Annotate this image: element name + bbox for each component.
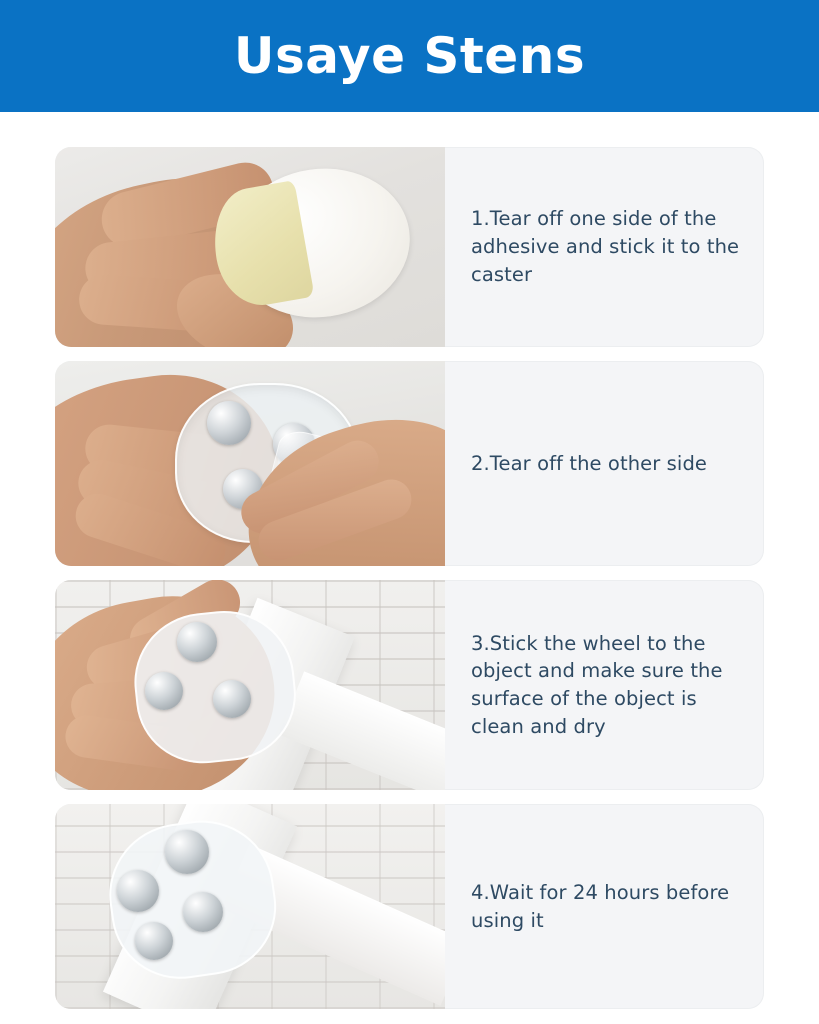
roller-ball-shape xyxy=(135,922,173,960)
step-image-4 xyxy=(55,804,445,1009)
roller-ball-shape xyxy=(207,401,251,445)
page-header xyxy=(0,0,819,112)
step-image-1 xyxy=(55,147,445,347)
roller-ball-shape xyxy=(213,680,251,718)
list-item xyxy=(55,580,764,790)
list-item xyxy=(55,147,764,347)
step-image-3 xyxy=(55,580,445,790)
step-caption: 3.Stick the wheel to the object and make sure the surface of the object is clean and dry xyxy=(471,631,723,738)
list-item xyxy=(55,361,764,566)
step-caption-container-3 xyxy=(445,580,764,790)
page-title: Usaye Stens xyxy=(233,27,586,85)
step-caption: 1.Tear off one side of the adhesive and stick it to the caster xyxy=(471,207,740,286)
step-caption-container-1 xyxy=(445,147,764,347)
step-caption-container-4 xyxy=(445,804,764,1009)
step-caption: 4.Wait for 24 hours before using it xyxy=(471,880,730,932)
roller-ball-shape xyxy=(117,870,159,912)
roller-ball-shape xyxy=(165,830,209,874)
list-item xyxy=(55,804,764,1009)
roller-ball-shape xyxy=(145,672,183,710)
steps-list xyxy=(0,112,819,1009)
step-image-2 xyxy=(55,361,445,566)
step-caption: 2.Tear off the other side xyxy=(471,451,708,475)
roller-ball-shape xyxy=(183,892,223,932)
roller-ball-shape xyxy=(177,622,217,662)
step-caption-container-2 xyxy=(445,361,764,566)
